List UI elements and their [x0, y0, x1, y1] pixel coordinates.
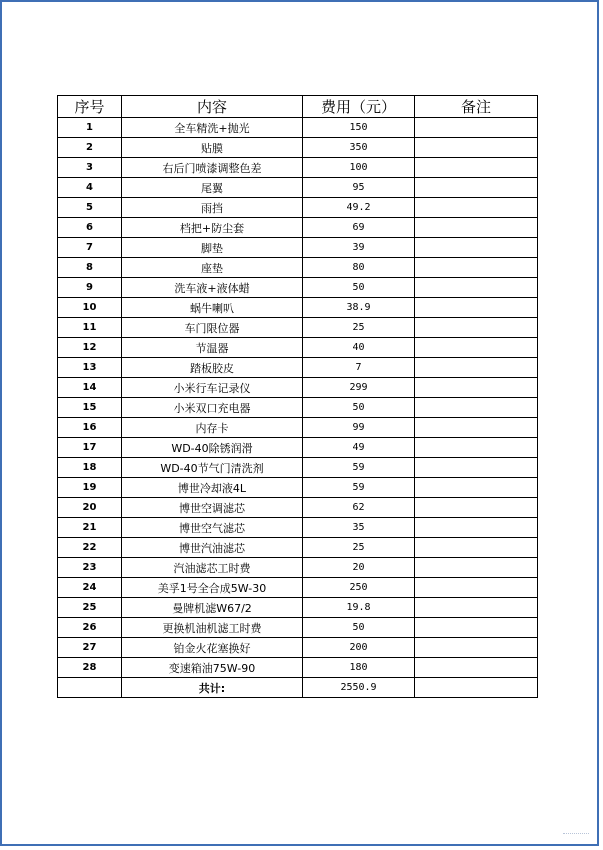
- row-index-cell[interactable]: 18: [58, 458, 122, 478]
- row-fee-cell[interactable]: 180: [303, 658, 415, 678]
- row-content-cell[interactable]: 踏板胶皮: [122, 358, 303, 378]
- table-row: [58, 198, 538, 218]
- row-content-cell[interactable]: 贴膜: [122, 138, 303, 158]
- table-row: [58, 138, 538, 158]
- row-index-cell[interactable]: 7: [58, 238, 122, 258]
- table-row: [58, 478, 538, 498]
- row-index-cell[interactable]: 6: [58, 218, 122, 238]
- row-note-cell[interactable]: [415, 658, 538, 678]
- table-row: [58, 118, 538, 138]
- row-content-cell[interactable]: 蜗牛喇叭: [122, 298, 303, 318]
- row-note-cell[interactable]: [415, 438, 538, 458]
- table-body: [58, 118, 538, 678]
- row-index-cell[interactable]: 20: [58, 498, 122, 518]
- row-note-cell[interactable]: [415, 538, 538, 558]
- row-index-cell[interactable]: 12: [58, 338, 122, 358]
- row-note-cell[interactable]: [415, 198, 538, 218]
- row-fee-cell[interactable]: 62: [303, 498, 415, 518]
- row-note-cell[interactable]: [415, 618, 538, 638]
- table-row: [58, 278, 538, 298]
- row-note-cell[interactable]: [415, 158, 538, 178]
- row-index-cell[interactable]: 28: [58, 658, 122, 678]
- table-row: [58, 358, 538, 378]
- total-index-cell[interactable]: [58, 678, 122, 698]
- row-fee-cell[interactable]: 350: [303, 138, 415, 158]
- row-fee-cell[interactable]: 50: [303, 618, 415, 638]
- row-fee-cell[interactable]: 50: [303, 398, 415, 418]
- row-fee-cell[interactable]: 80: [303, 258, 415, 278]
- table-row: [58, 638, 538, 658]
- row-fee-cell[interactable]: 150: [303, 118, 415, 138]
- row-fee-cell[interactable]: 95: [303, 178, 415, 198]
- row-content-cell[interactable]: 变速箱油75W-90: [122, 658, 303, 678]
- row-index-cell[interactable]: 23: [58, 558, 122, 578]
- total-note-cell[interactable]: [415, 678, 538, 698]
- row-content-cell[interactable]: 小米双口充电器: [122, 398, 303, 418]
- row-note-cell[interactable]: [415, 498, 538, 518]
- table-row: [58, 458, 538, 478]
- row-content-cell[interactable]: 曼牌机滤W67/2: [122, 598, 303, 618]
- row-fee-cell[interactable]: 59: [303, 478, 415, 498]
- row-note-cell[interactable]: [415, 258, 538, 278]
- row-content-cell[interactable]: 铂金火花塞换好: [122, 638, 303, 658]
- row-content-cell[interactable]: WD-40除锈润滑: [122, 438, 303, 458]
- row-fee-cell[interactable]: 25: [303, 538, 415, 558]
- row-note-cell[interactable]: [415, 418, 538, 438]
- total-fee-cell[interactable]: 2550.9: [303, 678, 415, 698]
- header-row: [58, 96, 538, 118]
- row-note-cell[interactable]: [415, 478, 538, 498]
- row-index-cell[interactable]: 4: [58, 178, 122, 198]
- row-index-cell[interactable]: 10: [58, 298, 122, 318]
- row-index-cell[interactable]: 27: [58, 638, 122, 658]
- table-row: [58, 538, 538, 558]
- header-note[interactable]: 备注: [415, 96, 538, 118]
- row-note-cell[interactable]: [415, 138, 538, 158]
- row-fee-cell[interactable]: 7: [303, 358, 415, 378]
- table-row: [58, 238, 538, 258]
- row-index-cell[interactable]: 8: [58, 258, 122, 278]
- header-fee[interactable]: 费用（元）: [303, 96, 415, 118]
- row-content-cell[interactable]: 博世空调滤芯: [122, 498, 303, 518]
- row-fee-cell[interactable]: 100: [303, 158, 415, 178]
- row-note-cell[interactable]: [415, 558, 538, 578]
- row-fee-cell[interactable]: 200: [303, 638, 415, 658]
- row-content-cell[interactable]: 美孚1号全合成5W-30: [122, 578, 303, 598]
- row-fee-cell[interactable]: 25: [303, 318, 415, 338]
- row-fee-cell[interactable]: 19.8: [303, 598, 415, 618]
- row-note-cell[interactable]: [415, 118, 538, 138]
- row-content-cell[interactable]: 车门限位器: [122, 318, 303, 338]
- table-row: [58, 498, 538, 518]
- row-content-cell[interactable]: 洗车液+液体蜡: [122, 278, 303, 298]
- row-content-cell[interactable]: 雨挡: [122, 198, 303, 218]
- row-note-cell[interactable]: [415, 518, 538, 538]
- table-row: [58, 418, 538, 438]
- table-row: [58, 578, 538, 598]
- row-note-cell[interactable]: [415, 578, 538, 598]
- row-index-cell[interactable]: 15: [58, 398, 122, 418]
- row-fee-cell[interactable]: 39: [303, 238, 415, 258]
- row-content-cell[interactable]: 内存卡: [122, 418, 303, 438]
- row-index-cell[interactable]: 24: [58, 578, 122, 598]
- row-index-cell[interactable]: 5: [58, 198, 122, 218]
- row-note-cell[interactable]: [415, 218, 538, 238]
- row-fee-cell[interactable]: 40: [303, 338, 415, 358]
- table-row: [58, 178, 538, 198]
- row-fee-cell[interactable]: 59: [303, 458, 415, 478]
- row-note-cell[interactable]: [415, 598, 538, 618]
- table-row: [58, 218, 538, 238]
- row-note-cell[interactable]: [415, 278, 538, 298]
- page-corner-mark: [563, 833, 589, 840]
- total-label-cell[interactable]: 共计:: [122, 678, 303, 698]
- row-fee-cell[interactable]: 49.2: [303, 198, 415, 218]
- row-content-cell[interactable]: 脚垫: [122, 238, 303, 258]
- total-row: [58, 678, 538, 698]
- row-fee-cell[interactable]: 50: [303, 278, 415, 298]
- table-row: [58, 438, 538, 458]
- row-content-cell[interactable]: 博世汽油滤芯: [122, 538, 303, 558]
- row-note-cell[interactable]: [415, 178, 538, 198]
- row-note-cell[interactable]: [415, 398, 538, 418]
- row-fee-cell[interactable]: 35: [303, 518, 415, 538]
- row-content-cell[interactable]: 尾翼: [122, 178, 303, 198]
- row-index-cell[interactable]: 25: [58, 598, 122, 618]
- row-content-cell[interactable]: 汽油滤芯工时费: [122, 558, 303, 578]
- row-index-cell[interactable]: 16: [58, 418, 122, 438]
- row-index-cell[interactable]: 3: [58, 158, 122, 178]
- row-content-cell[interactable]: 博世冷却液4L: [122, 478, 303, 498]
- row-index-cell[interactable]: 22: [58, 538, 122, 558]
- row-fee-cell[interactable]: 49: [303, 438, 415, 458]
- table-row: [58, 318, 538, 338]
- row-content-cell[interactable]: 博世空气滤芯: [122, 518, 303, 538]
- table-row: [58, 658, 538, 678]
- row-note-cell[interactable]: [415, 318, 538, 338]
- row-content-cell[interactable]: 右后门喷漆调整色差: [122, 158, 303, 178]
- row-content-cell[interactable]: 座垫: [122, 258, 303, 278]
- row-note-cell[interactable]: [415, 298, 538, 318]
- table-row: [58, 378, 538, 398]
- row-content-cell[interactable]: 更换机油机滤工时费: [122, 618, 303, 638]
- header-content[interactable]: 内容: [122, 96, 303, 118]
- row-index-cell[interactable]: 9: [58, 278, 122, 298]
- row-index-cell[interactable]: 19: [58, 478, 122, 498]
- table-row: [58, 398, 538, 418]
- row-index-cell[interactable]: 13: [58, 358, 122, 378]
- row-index-cell[interactable]: 11: [58, 318, 122, 338]
- row-content-cell[interactable]: 节温器: [122, 338, 303, 358]
- table-row: [58, 158, 538, 178]
- row-fee-cell[interactable]: 99: [303, 418, 415, 438]
- row-fee-cell[interactable]: 299: [303, 378, 415, 398]
- table-row: [58, 558, 538, 578]
- row-fee-cell[interactable]: 38.9: [303, 298, 415, 318]
- row-note-cell[interactable]: [415, 338, 538, 358]
- row-fee-cell[interactable]: 20: [303, 558, 415, 578]
- header-index[interactable]: 序号: [58, 96, 122, 118]
- row-note-cell[interactable]: [415, 458, 538, 478]
- row-index-cell[interactable]: 2: [58, 138, 122, 158]
- row-index-cell[interactable]: 14: [58, 378, 122, 398]
- row-content-cell[interactable]: WD-40节气门清洗剂: [122, 458, 303, 478]
- row-note-cell[interactable]: [415, 238, 538, 258]
- row-note-cell[interactable]: [415, 638, 538, 658]
- row-index-cell[interactable]: 21: [58, 518, 122, 538]
- row-index-cell[interactable]: 26: [58, 618, 122, 638]
- table-row: [58, 598, 538, 618]
- table-row: [58, 518, 538, 538]
- row-note-cell[interactable]: [415, 358, 538, 378]
- row-content-cell[interactable]: 小米行车记录仪: [122, 378, 303, 398]
- row-index-cell[interactable]: 1: [58, 118, 122, 138]
- table-row: [58, 338, 538, 358]
- row-index-cell[interactable]: 17: [58, 438, 122, 458]
- table-row: [58, 258, 538, 278]
- table-row: [58, 618, 538, 638]
- table-row: [58, 298, 538, 318]
- expense-table: [57, 95, 538, 698]
- row-fee-cell[interactable]: 250: [303, 578, 415, 598]
- row-content-cell[interactable]: 全车精洗+抛光: [122, 118, 303, 138]
- row-note-cell[interactable]: [415, 378, 538, 398]
- row-fee-cell[interactable]: 69: [303, 218, 415, 238]
- row-content-cell[interactable]: 档把+防尘套: [122, 218, 303, 238]
